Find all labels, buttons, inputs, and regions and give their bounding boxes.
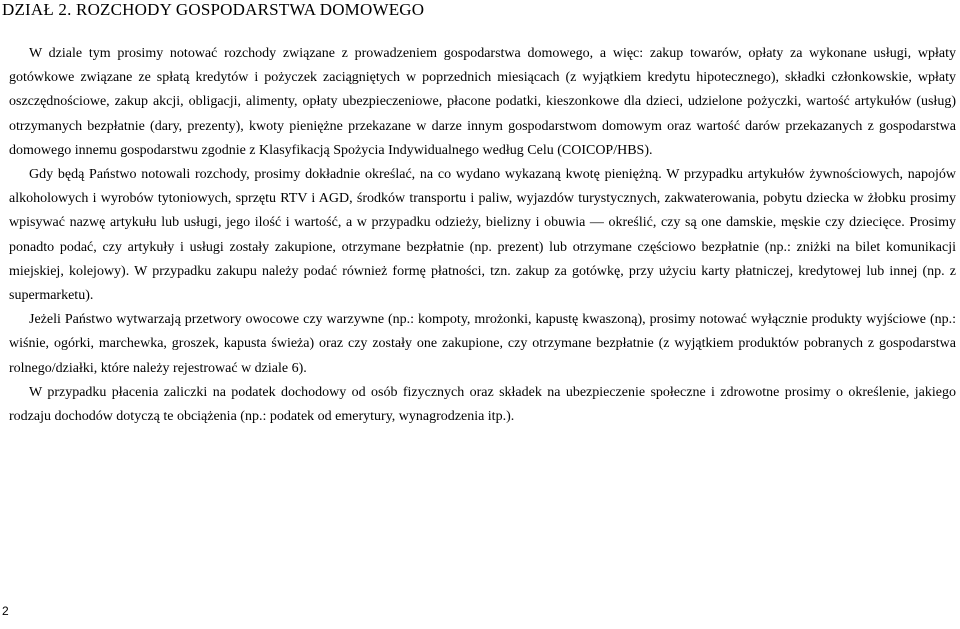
page-number: 2 <box>2 604 9 618</box>
paragraph-preserves: Jeżeli Państwo wytwarzają przetwory owocowe czy warzywne (np.: kompoty, mrożonki, kapustę kwaszoną), prosimy notować wyłącznie produkty wyjściowe (np.: wiśnie, ogórki, marchewka, groszek, kapusta świeża) oraz czy zostały one zakupione, czy otrzymane bezpłatnie (z wyjątkiem produktów pobranych z gospodarstwa rolnego/działki, które należy rejestrować w dziale 6). <box>9 312 956 376</box>
document-body <box>9 42 956 429</box>
paragraph-tax-advances: W przypadku płacenia zaliczki na podatek dochodowy od osób fizycznych oraz składek na ubezpieczenie społeczne i zdrowotne prosimy o określenie, jakiego rodzaju dochodów dotyczą te obciążenia (np.: podatek od emerytury, wynagrodzenia itp.). <box>9 384 956 425</box>
section-heading: DZIAŁ 2. ROZCHODY GOSPODARSTWA DOMOWEGO <box>2 0 425 19</box>
paragraph-recording-details: Gdy będą Państwo notowali rozchody, prosimy dokładnie określać, na co wydano wykazaną kwotę pieniężną. W przypadku artykułów żywnościowych, napojów alkoholowych i wyrobów tytoniowych, sprzętu RTV i AGD, środków transportu i paliw, wyjazdów turystycznych, zakwaterowania, pobytu dziecka w żłobku prosimy wpisywać nazwę artykułu lub usługi, jego ilość i wartość, a w przypadku odzieży, bielizny i obuwia — określić, czy są one damskie, męskie czy dziecięce. Prosimy ponadto podać, czy artykuły i usługi zostały zakupione, otrzymane bezpłatnie (np. prezent) lub otrzymane częściowo bezpłatnie (np.: zniżki na bilet komunikacji miejskiej, kolejowy). W przypadku zakupu należy podać również formę płatności, tzn. zakup za gotówkę, przy użyciu karty płatniczej, kredytowej lub innej (np. z supermarketu). <box>9 167 956 304</box>
paragraph-expenses-scope: W dziale tym prosimy notować rozchody związane z prowadzeniem gospodarstwa domowego, a więc: zakup towarów, opłaty za wykonane usługi, wpłaty gotówkowe związane ze spłatą kredytów i pożyczek zaciągniętych w poprzednich miesiącach (z wyjątkiem kredytu hipotecznego), składki członkowskie, wpłaty oszczędnościowe, zakup akcji, obligacji, alimenty, opłaty ubezpieczeniowe, płacone podatki, kieszonkowe dla dzieci, udzielone pożyczki, wartość artykułów (usług) otrzymanych bezpłatnie (dary, prezenty), kwoty pieniężne przekazane w darze innym gospodarstwom domowym oraz wartość darów przekazanych z gospodarstwa domowego innemu gospodarstwu zgodnie z Klasyfikacją Spożycia Indywidualnego według Celu (COICOP/HBS). <box>9 46 956 158</box>
